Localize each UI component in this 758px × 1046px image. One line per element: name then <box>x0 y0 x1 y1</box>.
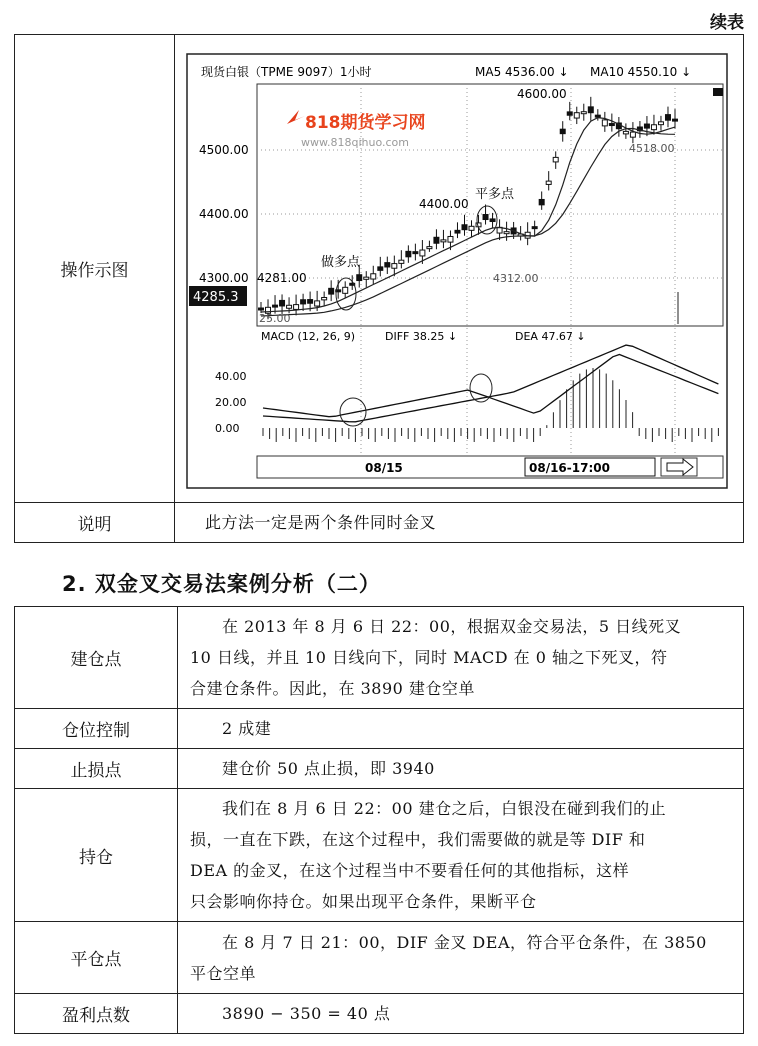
macd-tick-0: 0.00 <box>215 421 240 435</box>
candle-body <box>490 218 495 221</box>
row-content-open <box>178 607 744 709</box>
watermark-url: www.818qihuo.com <box>301 135 409 149</box>
price-tick-4400: 4400.00 <box>199 206 249 221</box>
candle-body <box>504 231 509 233</box>
annotation-high: 4600.00 <box>517 86 567 101</box>
candle-body <box>322 297 327 299</box>
candle-body <box>623 131 628 134</box>
candle-body <box>665 114 670 120</box>
candle-body <box>259 308 264 310</box>
candle-body <box>602 119 607 125</box>
text-line: 只会影响你持仓。如果出现平仓条件，果断平仓 <box>190 892 537 911</box>
text-line: 建仓价 50 点止损，即 3940 <box>222 759 435 778</box>
candle-body <box>392 263 397 268</box>
row-label-open: 建仓点 <box>15 607 178 709</box>
operation-table <box>14 34 744 543</box>
row-content-position <box>178 709 744 749</box>
candle-body <box>553 157 558 162</box>
annotation-4281: 4281.00 <box>257 270 307 285</box>
annotation-4518: 4518.00 <box>629 141 675 155</box>
price-tick-4500: 4500.00 <box>199 142 249 157</box>
text-line: 我们在 8 月 6 日 22：00 建仓之后，白银没在碰到我们的止 <box>222 799 667 818</box>
candle-body <box>546 181 551 184</box>
row-label-stoploss: 止损点 <box>15 749 178 789</box>
price-tick-4300: 4300.00 <box>199 270 249 285</box>
candle-body <box>329 288 334 294</box>
watermark <box>287 110 426 149</box>
text-line: 平仓空单 <box>190 963 257 983</box>
close-point-label: 平多点 <box>475 186 515 202</box>
description-text: 此方法一定是两个条件同时金叉 <box>175 503 744 543</box>
candle-body <box>434 237 439 243</box>
candle-body <box>462 224 467 229</box>
candle-body <box>483 214 488 219</box>
candle-body <box>595 115 600 117</box>
candle-body <box>315 300 320 305</box>
candle-body <box>280 300 285 306</box>
candle-body <box>364 277 369 279</box>
candle-body <box>567 111 572 114</box>
text-line: 损，一直在下跌，在这个过程中，我们需要做的就是等 DIF 和 <box>190 830 646 849</box>
candle-body <box>420 250 425 256</box>
candle-body <box>427 246 432 248</box>
candle-body <box>371 273 376 278</box>
current-price: 4285.3 <box>193 289 239 305</box>
candle-body <box>441 239 446 241</box>
watermark-title: 818期货学习网 <box>305 112 426 133</box>
price-chart <box>175 36 743 502</box>
text-line: 合建仓条件。因此，在 3890 建仓空单 <box>190 679 475 698</box>
text-line: 3890 − 350 = 40 点 <box>222 1004 391 1023</box>
symbol-title: 现货白银（TPME 9097）1小时 <box>201 64 372 79</box>
row-label-close: 平仓点 <box>15 922 178 994</box>
candle-body <box>539 199 544 204</box>
continued-label: 续表 <box>710 13 744 33</box>
row-content-close <box>178 922 744 994</box>
candle-body <box>448 236 453 242</box>
candle-body <box>673 119 678 121</box>
macd-tick-20: 20.00 <box>215 395 247 409</box>
right-marker <box>713 88 723 96</box>
buy-point-label: 做多点 <box>321 254 361 270</box>
candle-body <box>560 129 565 133</box>
candle-body <box>455 230 460 233</box>
case-analysis-table <box>14 606 744 1034</box>
row-label-profit: 盈利点数 <box>15 994 178 1034</box>
candle-body <box>287 305 292 308</box>
row-content-stoploss <box>178 749 744 789</box>
row-content-profit <box>178 994 744 1034</box>
candle-body <box>469 226 474 230</box>
candle-body <box>651 124 656 129</box>
macd-tick-40: 40.00 <box>215 369 247 383</box>
annotation-25: 25.00 <box>259 311 291 325</box>
dea-label: DEA 47.67 ↓ <box>515 329 586 343</box>
candle-body <box>343 287 348 293</box>
text-line: 在 8 月 7 日 21：00，DIF 金叉 DEA，符合平仓条件，在 3850 <box>222 932 707 952</box>
candle-body <box>378 266 383 270</box>
candle-body <box>413 251 418 253</box>
text-line: 在 2013 年 8 月 6 日 22：00，根据双金交易法，5 日线死叉 <box>222 617 682 636</box>
operation-diagram-label: 操作示图 <box>15 35 175 503</box>
chart-cell <box>175 35 744 503</box>
candle-body <box>588 106 593 112</box>
candle-body <box>574 112 579 117</box>
annotation-4312: 4312.00 <box>493 271 539 285</box>
description-label: 说明 <box>15 503 175 543</box>
text-line: 10 日线，并且 10 日线向下，同时 MACD 在 0 轴之下死叉，符 <box>190 648 668 667</box>
section-title: 2. 双金叉交易法案例分析（二） <box>62 572 381 596</box>
macd-label: MACD (12, 26, 9) <box>261 329 356 343</box>
row-label-position: 仓位控制 <box>15 709 178 749</box>
candle-body <box>581 111 586 113</box>
candle-body <box>273 305 278 307</box>
date-label-right: 08/16-17:00 <box>529 460 610 475</box>
candle-body <box>308 299 313 303</box>
text-line: DEA 的金叉，在这个过程当中不要看任何的其他指标，这样 <box>190 861 630 880</box>
candle-body <box>609 123 614 125</box>
candle-body <box>385 262 390 266</box>
diff-label: DIFF 38.25 ↓ <box>385 329 458 343</box>
candle-body <box>532 226 537 228</box>
candle-body <box>399 260 404 263</box>
scroll-right-arrow-icon[interactable] <box>661 458 697 476</box>
date-label-left: 08/15 <box>365 460 403 475</box>
ma10-label: MA10 4550.10 ↓ <box>590 64 692 79</box>
candle-body <box>630 132 635 137</box>
text-line: 2 成建 <box>222 719 272 738</box>
candle-body <box>644 124 649 128</box>
candle-body <box>406 251 411 256</box>
ma5-label: MA5 4536.00 ↓ <box>475 64 569 79</box>
row-content-hold <box>178 789 744 922</box>
candle-body <box>294 304 299 309</box>
annotation-4400: 4400.00 <box>419 196 469 211</box>
candle-body <box>301 299 306 303</box>
candle-body <box>658 121 663 124</box>
candle-body <box>357 274 362 280</box>
row-label-hold: 持仓 <box>15 789 178 922</box>
